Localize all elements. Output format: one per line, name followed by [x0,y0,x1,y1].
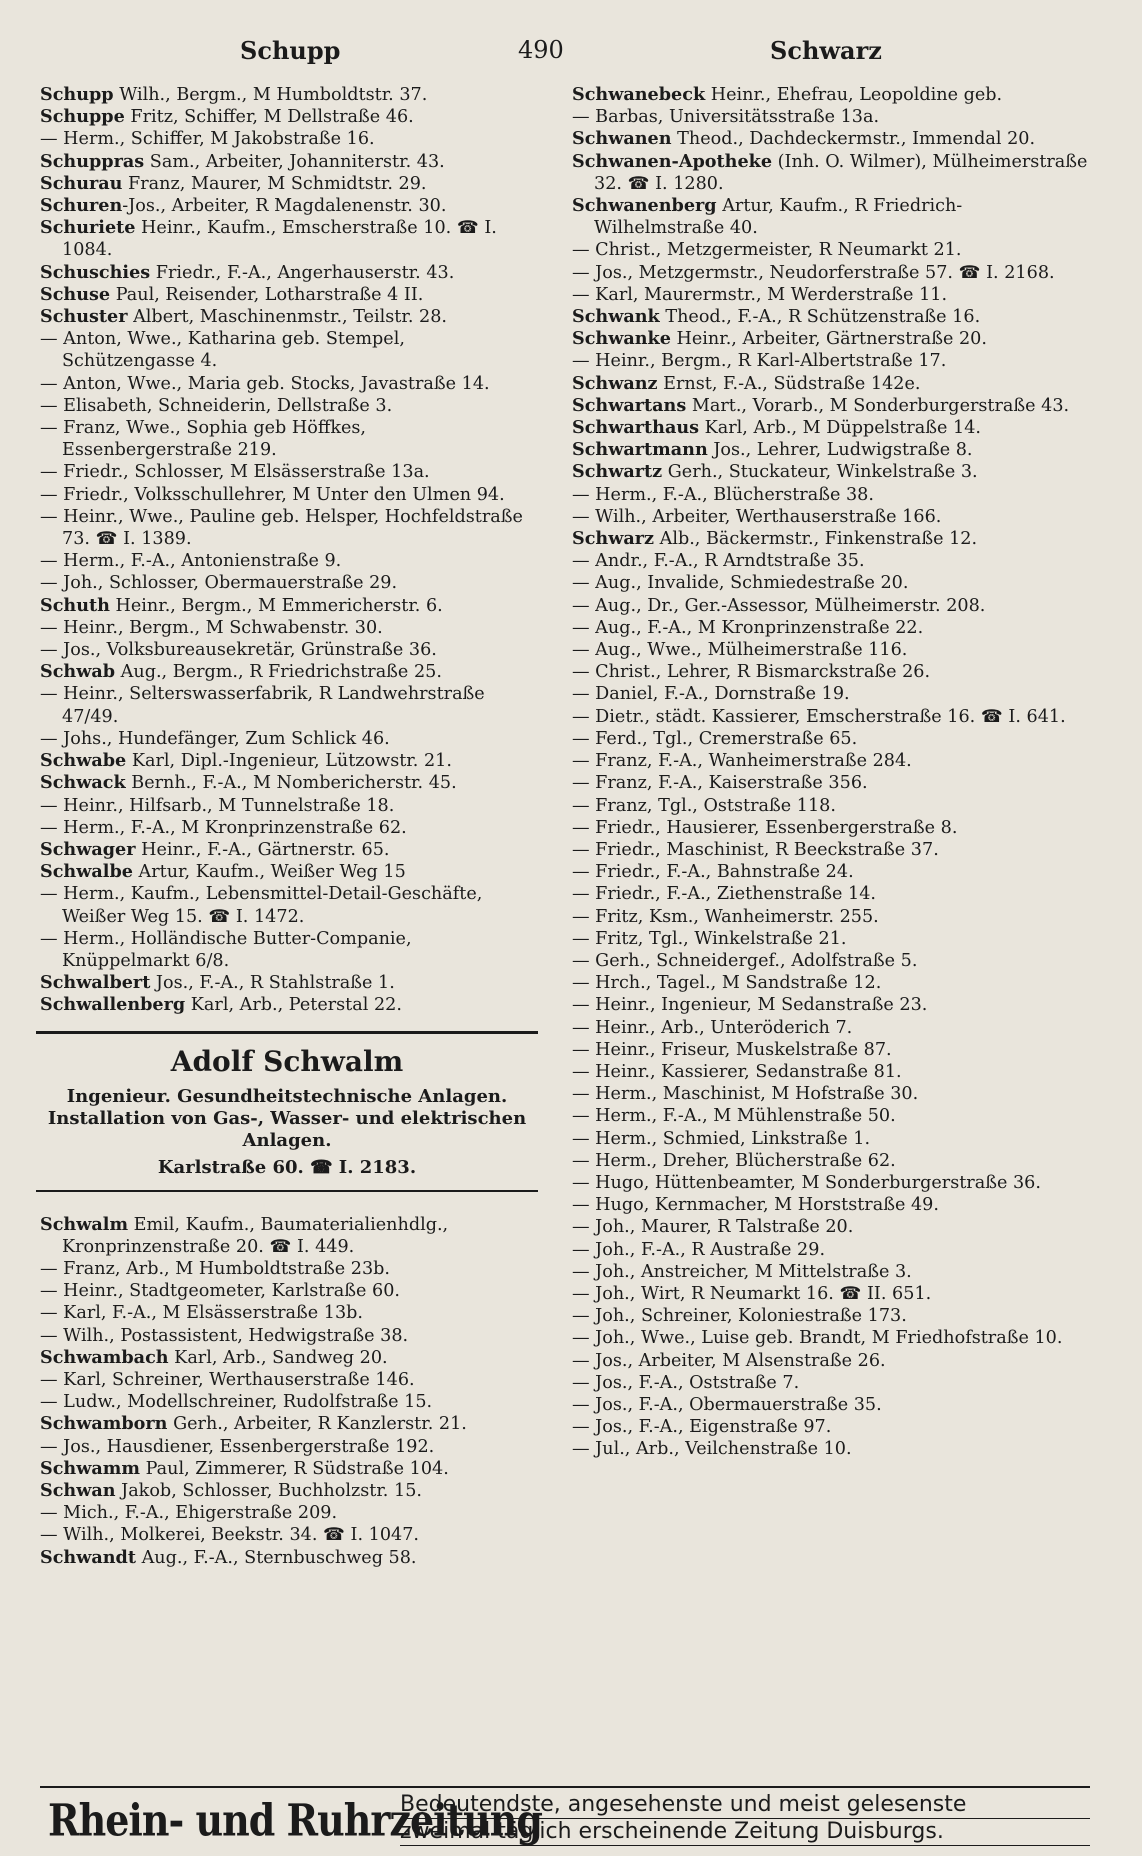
entry-details: — Franz, Arb., M Humboldtstraße 23b. [40,1258,391,1279]
entry-details: Karl, Arb., Peterstal 22. [185,995,402,1016]
entry-details: Jos., F.-A., R Stahlstraße 1. [150,973,395,994]
entry-details: — Herm., Dreher, Blücherstraße 62. [572,1150,896,1171]
directory-entry [40,173,534,195]
entry-surname: Schwarthaus [572,417,700,439]
entry-surname: Schuriete [40,217,136,239]
entry-details: Heinr., F.-A., Gärtnerstr. 65. [135,839,390,860]
directory-entry [572,284,1090,306]
directory-entry [572,1394,1090,1416]
directory-entry [40,84,534,106]
directory-entry [40,1413,534,1435]
directory-entry [40,417,534,461]
entry-details: — Herm., Holländische Butter-Companie, Knüppelmarkt 6/8. [40,928,412,971]
directory-entry [40,128,534,150]
page-number: 490 [518,36,564,64]
directory-entry [40,195,534,217]
directory-entry [40,750,534,772]
directory-entry [572,1017,1090,1039]
entry-details: — Franz, Wwe., Sophia geb Höffkes, Essenbergerstraße 219. [40,418,367,461]
directory-entry [40,994,534,1016]
entry-details: — Johs., Hundefänger, Zum Schlick 46. [40,728,390,749]
directory-entry [40,795,534,817]
entry-details: — Anton, Wwe., Maria geb. Stocks, Javastraße 14. [40,373,490,394]
directory-entry [572,1239,1090,1261]
entry-details: — Joh., Schreiner, Koloniestraße 173. [572,1306,907,1327]
entry-details: — Christ., Metzgermeister, R Neumarkt 21. [572,240,962,261]
directory-entry [40,1502,534,1524]
directory-entry [40,395,534,417]
entry-details: — Daniel, F.-A., Dornstraße 19. [572,684,850,705]
header-right: Schwarz [770,36,882,65]
directory-entry [572,528,1090,550]
directory-entry [572,572,1090,594]
directory-entry [572,1128,1090,1150]
entry-details: — Ludw., Modellschreiner, Rudolfstraße 15. [40,1392,433,1413]
directory-entry [40,484,534,506]
entry-details: — Heinr., Bergm., M Schwabenstr. 30. [40,617,383,638]
directory-entry [572,1372,1090,1394]
directory-entry [572,1194,1090,1216]
entry-surname: Schwartans [572,394,687,416]
entry-details: — Aug., Wwe., Mülheimerstraße 116. [572,640,908,661]
entry-details: — Hrch., Tagel., M Sandstraße 12. [572,973,882,994]
directory-entry [572,373,1090,395]
entry-details: Heinr., Kaufm., Emscherstraße 10. ☎ I. 1084. [62,218,497,261]
ad-title: Adolf Schwalm [170,1044,404,1078]
directory-entry [572,1105,1090,1127]
directory-entry [40,1214,534,1258]
directory-entry [40,1480,534,1502]
entry-details: — Dietr., städt. Kassierer, Emscherstraße 16. ☎ I. 641. [572,706,1066,727]
directory-entry [40,328,534,372]
entry-surname: Schwan [40,1479,116,1501]
entry-details: — Jos., F.-A., Obermauerstraße 35. [572,1394,882,1415]
entry-details: — Franz, F.-A., Kaiserstraße 356. [572,773,868,794]
directory-entry [40,506,534,550]
directory-entry [572,683,1090,705]
directory-entry [572,795,1090,817]
entry-surname: Schuschies [40,261,151,283]
directory-entry [40,151,534,173]
entry-details: Alb., Bäckermstr., Finkenstraße 12. [654,529,978,550]
entry-details: Wilh., Bergm., M Humboldtstr. 37. [113,85,428,105]
directory-entry [40,1458,534,1480]
entry-details: — Karl, Maurermstr., M Werderstraße 11. [572,284,948,305]
advertisement-schwalm [36,1031,538,1192]
entry-details: Gerh., Arbeiter, R Kanzlerstr. 21. [167,1414,467,1435]
entry-details: — Herm., F.-A., M Mühlenstraße 50. [572,1106,896,1127]
entry-details: — Aug., Dr., Ger.-Assessor, Mülheimerstr. 208. [572,595,986,616]
directory-entry [40,661,534,683]
entry-surname: Schwack [40,772,126,794]
entry-surname: Schwalbe [40,861,133,883]
directory-entry [572,106,1090,128]
directory-entry [572,506,1090,528]
directory-entry [572,1327,1090,1349]
directory-entry [572,550,1090,572]
ad-line-1: Ingenieur. Gesundheitstechnische Anlagen. [66,1085,508,1107]
entry-surname: Schwartmann [572,439,708,461]
left-entries [40,84,534,1017]
entry-details: — Heinr., Selterswasserfabrik, R Landwehrstraße 47/49. [40,684,485,727]
entry-details: — Joh., Anstreicher, M Mittelstraße 3. [572,1261,912,1282]
entry-details: Heinr., Bergm., M Emmericherstr. 6. [109,595,443,616]
entry-details: — Anton, Wwe., Katharina geb. Stempel, Schützengasse 4. [40,329,405,372]
directory-entry [572,1283,1090,1305]
entry-surname: Schwabe [40,750,127,772]
entry-details: — Friedr., F.-A., Ziethenstraße 14. [572,884,876,905]
entry-details: — Herm., F.-A., Antonienstraße 9. [40,551,342,572]
entry-surname: Schwab [40,661,116,683]
entry-details: Karl, Dipl.-Ingenieur, Lützowstr. 21. [126,751,452,772]
entry-details: — Barbas, Universitätsstraße 13a. [572,107,880,128]
entry-details: — Jos., Volksbureausekretär, Grünstraße 36. [40,640,437,661]
directory-entry [572,595,1090,617]
directory-entry [572,306,1090,328]
ad-address: Karlstraße 60. ☎ I. 2183. [157,1156,417,1178]
entry-surname: Schwanke [572,328,671,350]
directory-entry [40,617,534,639]
entry-details: — Christ., Lehrer, R Bismarckstraße 26. [572,662,931,683]
directory-entry [572,1061,1090,1083]
entry-details: — Fritz, Ksm., Wanheimerstr. 255. [572,906,879,927]
entry-details: — Joh., Schlosser, Obermauerstraße 29. [40,573,398,594]
directory-entry [40,106,534,128]
entry-details: — Herm., F.-A., M Kronprinzenstraße 62. [40,817,407,838]
directory-entry [572,861,1090,883]
entry-details: — Aug., F.-A., M Kronprinzenstraße 22. [572,617,924,638]
directory-entry [40,1547,534,1569]
entry-details: — Karl, Schreiner, Werthauserstraße 146. [40,1369,415,1390]
entry-details: — Jos., F.-A., Eigenstraße 97. [572,1417,832,1438]
entry-surname: Schwamborn [40,1413,168,1435]
directory-entry [40,817,534,839]
directory-entry [40,1347,534,1369]
directory-entry [40,373,534,395]
directory-entry [572,350,1090,372]
entry-details: Jos., Lehrer, Ludwigstraße 8. [707,440,973,461]
entry-details: — Gerh., Schneidergef., Adolfstraße 5. [572,950,918,971]
entry-details: — Herm., F.-A., Blücherstraße 38. [572,484,874,505]
directory-entry [40,1391,534,1413]
entry-details: — Wilh., Molkerei, Beekstr. 34. ☎ I. 1047. [40,1525,420,1546]
directory-entry [572,617,1090,639]
entry-details: — Wilh., Arbeiter, Werthauserstraße 166. [572,506,942,527]
entry-details: Artur, Kaufm., R Friedrich-Wilhelmstraße 40. [594,196,963,239]
entry-details: (Inh. O. Wilmer), Mülheimerstraße 32. ☎ I. 1280. [594,151,1088,194]
entry-details: — Friedr., Schlosser, M Elsässerstraße 13a. [40,462,430,483]
entry-details: — Ferd., Tgl., Cremerstraße 65. [572,728,858,749]
directory-entry [572,1216,1090,1238]
directory-entry [572,84,1090,106]
entry-surname: Schwalm [40,1213,129,1235]
directory-entry [572,772,1090,794]
entry-details: — Joh., F.-A., R Austraße 29. [572,1239,826,1260]
directory-entry [40,639,534,661]
entry-details: — Herm., Schmied, Linkstraße 1. [572,1128,871,1149]
directory-entry [572,1350,1090,1372]
entry-details: Theod., Dachdeckermstr., Immendal 20. [671,129,1036,150]
directory-entry [572,239,1090,261]
entry-details: — Friedr., Maschinist, R Beeckstraße 37. [572,839,939,860]
directory-entry [572,195,1090,239]
directory-entry [40,262,534,284]
entry-details: — Heinr., Arb., Unteröderich 7. [572,1017,853,1038]
entry-details: — Herm., Kaufm., Lebensmittel-Detail-Geschäfte, Weißer Weg 15. ☎ I. 1472. [40,884,483,927]
entry-details: — Heinr., Wwe., Pauline geb. Helsper, Hochfeldstraße 73. ☎ I. 1389. [40,506,523,550]
entry-details: Karl, Arb., Sandweg 20. [168,1347,388,1368]
entry-details: — Heinr., Kassierer, Sedanstraße 81. [572,1061,902,1082]
entry-details: — Karl, F.-A., M Elsässerstraße 13b. [40,1303,364,1324]
directory-entry [40,1369,534,1391]
directory-entry [40,861,534,883]
directory-entry [40,928,534,972]
entry-details: — Joh., Wwe., Luise geb. Brandt, M Friedhofstraße 10. [572,1328,1063,1349]
entry-surname: Schwartz [572,461,663,483]
entry-details: — Herm., Maschinist, M Hofstraße 30. [572,1084,919,1105]
entry-surname: Schurau [40,172,123,194]
entry-details: — Hugo, Hüttenbeamter, M Sonderburgerstraße 36. [572,1172,1041,1193]
directory-entry [572,328,1090,350]
entry-details: Mart., Vorarb., M Sonderburgerstraße 43. [686,395,1070,416]
entry-surname: Schwager [40,838,136,860]
directory-entry [572,1083,1090,1105]
directory-entry [572,484,1090,506]
entry-details: Ernst, F.-A., Südstraße 142e. [657,373,921,394]
entry-surname: Schwallenberg [40,994,186,1016]
entry-details: Heinr., Arbeiter, Gärtnerstraße 20. [670,329,987,350]
entry-details: — Jul., Arb., Veilchenstraße 10. [572,1439,852,1460]
directory-entry [572,1416,1090,1438]
entry-details: — Heinr., Bergm., R Karl-Albertstraße 17. [572,351,947,372]
right-column [572,84,1090,1461]
directory-entry [572,151,1090,195]
directory-entry [40,883,534,927]
entry-surname: Schupp [40,84,114,105]
directory-entry [572,661,1090,683]
entry-details: Bernh., F.-A., M Nombericherstr. 45. [125,773,457,794]
directory-entry [572,1150,1090,1172]
directory-entry [572,395,1090,417]
entry-details: — Andr., F.-A., R Arndtstraße 35. [572,551,865,572]
directory-entry [40,1524,534,1546]
entry-details: — Aug., Invalide, Schmiedestraße 20. [572,573,909,594]
entry-details: — Elisabeth, Schneiderin, Dellstraße 3. [40,395,393,416]
entry-details: Gerh., Stuckateur, Winkelstraße 3. [662,462,978,483]
entry-surname: Schwanen [572,128,672,150]
directory-entry [40,217,534,261]
newspaper-tagline [400,1792,1090,1846]
left-entries-2 [40,1214,534,1569]
directory-entry [40,1325,534,1347]
entry-details: — Friedr., Hausierer, Essenbergerstraße 8. [572,817,958,838]
entry-details: Emil, Kaufm., Baumaterialienhdlg., Kronprinzenstraße 20. ☎ I. 449. [62,1214,449,1257]
directory-entry [572,906,1090,928]
directory-entry [40,728,534,750]
directory-entry [40,1280,534,1302]
ad-line-2: Installation von Gas-, Wasser- und elektrischen Anlagen. [47,1107,527,1151]
directory-entry [572,706,1090,728]
entry-surname: Schwanebeck [572,84,706,105]
directory-entry [572,950,1090,972]
entry-surname: Schwandt [40,1546,136,1568]
directory-entry [572,883,1090,905]
entry-surname: Schwanenberg [572,195,717,217]
entry-details: -Jos., Arbeiter, R Magdalenenstr. 30. [122,196,447,217]
entry-details: — Joh., Maurer, R Talstraße 20. [572,1217,854,1238]
entry-surname: Schuth [40,594,110,616]
entry-details: Albert, Maschinenmstr., Teilstr. 28. [127,307,447,328]
entry-details: — Jos., Arbeiter, M Alsenstraße 26. [572,1350,886,1371]
directory-entry [572,1039,1090,1061]
directory-entry [572,461,1090,483]
footer-advertisement [40,1786,1090,1846]
entry-details: Theod., F.-A., R Schützenstraße 16. [659,307,981,328]
tagline-2: zweimal täglich erscheinende Zeitung Duisburgs. [400,1819,1090,1846]
entry-details: — Heinr., Friseur, Muskelstraße 87. [572,1039,892,1060]
entry-surname: Schuse [40,283,111,305]
directory-entry [40,595,534,617]
entry-details: Franz, Maurer, M Schmidtstr. 29. [122,173,427,194]
entry-details: — Heinr., Stadtgeometer, Karlstraße 60. [40,1281,401,1302]
directory-entry [572,639,1090,661]
directory-entry [40,972,534,994]
entry-details: — Heinr., Hilfsarb., M Tunnelstraße 18. [40,795,395,816]
directory-entry [40,550,534,572]
directory-entry [572,417,1090,439]
entry-surname: Schuster [40,306,128,328]
entry-details: — Mich., F.-A., Ehigerstraße 209. [40,1503,338,1524]
directory-entry [572,1261,1090,1283]
entry-details: — Friedr., F.-A., Bahnstraße 24. [572,862,854,883]
directory-entry [572,439,1090,461]
header-left: Schupp [240,36,341,65]
entry-surname: Schuppe [40,106,125,128]
entry-details: — Fritz, Tgl., Winkelstraße 21. [572,928,847,949]
entry-details: — Hugo, Kernmacher, M Horststraße 49. [572,1195,939,1216]
entry-details: — Jos., F.-A., Oststraße 7. [572,1372,800,1393]
entry-surname: Schwamm [40,1457,140,1479]
entry-details: — Jos., Hausdiener, Essenbergerstraße 192. [40,1436,435,1457]
entry-details: Heinr., Ehefrau, Leopoldine geb. [705,85,1003,105]
entry-details: — Franz, Tgl., Oststraße 118. [572,795,836,816]
directory-entry [572,1438,1090,1460]
directory-entry [572,1172,1090,1194]
entry-surname: Schuren [40,195,123,217]
directory-entry [572,1305,1090,1327]
entry-details: — Franz, F.-A., Wanheimerstraße 284. [572,751,912,772]
directory-entry [572,972,1090,994]
directory-entry [40,1258,534,1280]
directory-entry [40,772,534,794]
entry-surname: Schwanen-Apotheke [572,150,773,172]
directory-entry [572,817,1090,839]
newspaper-brand: Rhein- und Ruhrzeitung [48,1794,542,1847]
tagline-1: Bedeutendste, angesehenste und meist gelesenste [400,1792,1090,1819]
entry-details: Artur, Kaufm., Weißer Weg 15 [132,862,406,883]
entry-details: Fritz, Schiffer, M Dellstraße 46. [124,107,414,128]
entry-details: — Friedr., Volksschullehrer, M Unter den Ulmen 94. [40,484,505,505]
entry-details: — Wilh., Postassistent, Hedwigstraße 38. [40,1325,409,1346]
entry-details: — Herm., Schiffer, M Jakobstraße 16. [40,129,375,150]
entry-details: Friedr., F.-A., Angerhauserstr. 43. [150,262,455,283]
right-entries [572,84,1090,1461]
directory-entry [40,284,534,306]
directory-entry [572,262,1090,284]
entry-surname: Schwambach [40,1346,169,1368]
entry-surname: Schwanz [572,372,658,394]
entry-details: Aug., Bergm., R Friedrichstraße 25. [115,662,442,683]
entry-details: Sam., Arbeiter, Johanniterstr. 43. [144,151,445,172]
entry-details: Paul, Zimmerer, R Südstraße 104. [140,1458,449,1479]
directory-entry [40,683,534,727]
entry-details: Paul, Reisender, Lotharstraße 4 II. [110,284,424,305]
directory-entry [40,306,534,328]
directory-entry [572,728,1090,750]
entry-surname: Schwarz [572,528,655,550]
directory-entry [572,839,1090,861]
entry-details: — Joh., Wirt, R Neumarkt 16. ☎ II. 651. [572,1283,932,1304]
entry-details: — Jos., Metzgermstr., Neudorferstraße 57. ☎ I. 2168. [572,262,1055,283]
entry-details: Jakob, Schlosser, Buchholzstr. 15. [115,1480,422,1501]
directory-entry [40,1436,534,1458]
directory-entry [572,994,1090,1016]
entry-surname: Schwalbert [40,972,151,994]
directory-entry [40,572,534,594]
directory-entry [40,1302,534,1324]
entry-details: — Heinr., Ingenieur, M Sedanstraße 23. [572,995,928,1016]
entry-details: Karl, Arb., M Düppelstraße 14. [699,418,981,439]
directory-entry [40,839,534,861]
entry-surname: Schuppras [40,150,145,172]
entry-surname: Schwank [572,306,660,328]
directory-entry [572,928,1090,950]
directory-entry [572,750,1090,772]
directory-entry [40,461,534,483]
entry-details: Aug., F.-A., Sternbuschweg 58. [135,1547,417,1568]
left-column [40,84,534,1569]
directory-entry [572,128,1090,150]
